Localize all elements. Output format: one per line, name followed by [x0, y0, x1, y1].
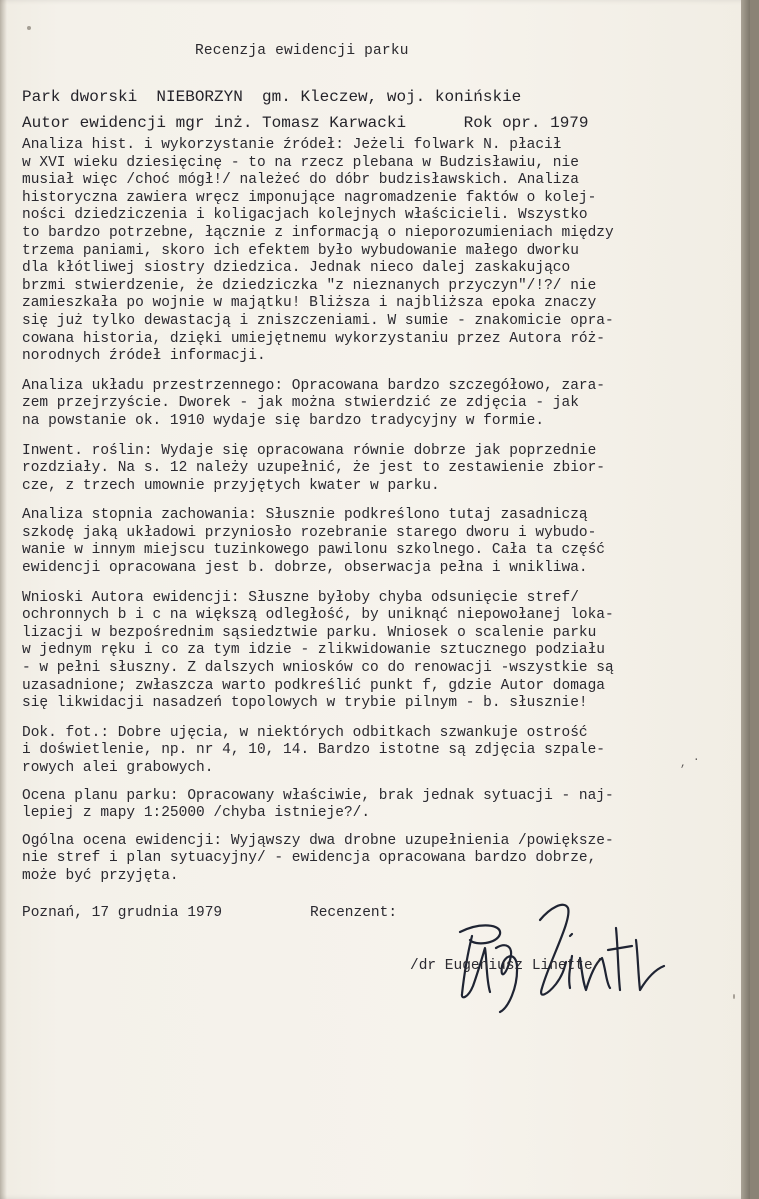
- text-line: na powstanie ok. 1910 wydaje się bardzo tradycyjny w formie.: [22, 412, 545, 429]
- text-line: Inwent. roślin: Wydaje się opracowana równie dobrze jak poprzednie: [22, 442, 597, 459]
- text-line: w jednym ręku i co za tym idzie - zlikwidowanie sztucznego podziału: [22, 642, 605, 659]
- paragraph-historical-analysis: [22, 137, 742, 366]
- text-line: Analiza układu przestrzennego: Opracowana bardzo szczegółowo, zara-: [22, 377, 605, 394]
- text-line: norodnych źródeł informacji.: [22, 348, 266, 365]
- text-line: lepiej z mapy 1:25000 /chyba istnieje?/.: [22, 805, 371, 822]
- text-line: zamieszkała po wojnie w majątku! Bliższa i najbliższa epoka znaczy: [22, 295, 597, 312]
- text-line: Dok. fot.: Dobre ujęcia, w niektórych odbitkach szwankuje ostrość: [22, 724, 588, 741]
- reviewer-label: Recenzent:: [310, 905, 398, 921]
- text-line: trzema paniami, skoro ich efektem było wybudowanie małego dworku: [22, 242, 579, 259]
- typing-dot-mark: .: [693, 752, 700, 764]
- text-line: ności dziedziczenia i koligacjach kolejnych właścicieli. Wszystko: [22, 207, 588, 224]
- text-line: musiał więc /choć mógł!/ należeć do dóbr budzisławskich. Analiza: [22, 172, 579, 189]
- text-line: zem przejrzyście. Dworek - jak można stwierdzić ze zdjęcia - jak: [22, 395, 579, 412]
- paragraph-spatial-analysis: [22, 378, 742, 431]
- text-line: wanie w innym miejscu tuzinkowego pawilonu szkolnego. Cała ta część: [22, 542, 605, 559]
- text-line: szkodę jaką układowi przyniosło rozebranie starego dworu i wybudo-: [22, 524, 597, 541]
- park-info-line: Park dworski NIEBORZYN gm. Kleczew, woj. konińskie: [22, 88, 522, 106]
- text-line: Wnioski Autora ewidencji: Słuszne byłoby chyba odsunięcie stref/: [22, 589, 579, 606]
- text-line: cowana historia, dzięki umiejętnemu wykorzystaniu przez Autora róż-: [22, 330, 605, 347]
- paper-speck: [27, 26, 31, 30]
- page-right-edge: [741, 0, 750, 1199]
- text-line: Analiza stopnia zachowania: Słusznie podkreślono tutaj zasadniczą: [22, 507, 588, 524]
- text-line: cze, z trzech umownie przyjętych kwater w parku.: [22, 477, 440, 494]
- text-line: uzasadnione; zwłaszcza warto podkreślić punkt f, gdzie Autor domaga: [22, 677, 605, 694]
- reviewer-name: /dr Eugeniusz Linette/: [410, 958, 602, 974]
- text-line: Ocena planu parku: Opracowany właściwie, brak jednak sytuacji - naj-: [22, 787, 614, 804]
- text-line: ochronnych b i c na większą odległość, by uniknąć niepowołanej loka-: [22, 607, 614, 624]
- text-line: Ogólna ocena ewidencji: Wyjąwszy dwa drobne uzupełnienia /powiększe-: [22, 832, 614, 849]
- text-line: ewidencji opracowana jest b. dobrze, obserwacja pełna i wnikliwa.: [22, 560, 588, 577]
- paragraph-plant-inventory: [22, 443, 742, 496]
- paragraph-overall-assessment: [22, 833, 742, 886]
- text-line: - w pełni słuszny. Z dalszych wniosków co do renowacji -wszystkie są: [22, 660, 614, 677]
- paragraph-preservation-state: [22, 507, 742, 577]
- text-line: i doświetlenie, np. nr 4, 10, 14. Bardzo istotne są zdjęcia szpale-: [22, 742, 605, 759]
- text-line: może być przyjęta.: [22, 867, 179, 884]
- signature-block: [22, 900, 742, 1000]
- text-line: dla kłótliwej siostry dziedzica. Jednak nieco dalej zaskakująco: [22, 260, 571, 277]
- paragraph-park-plan: [22, 788, 742, 823]
- text-line: rowych alei grabowych.: [22, 760, 214, 776]
- text-line: historyczna zawiera wręcz imponujące nagromadzenie faktów o kolej-: [22, 189, 597, 206]
- place-and-date: Poznań, 17 grudnia 1979: [22, 905, 223, 921]
- text-line: się już tylko dewastacją i zniszczeniami. W sumie - znakomicie opra-: [22, 312, 614, 329]
- text-line: Analiza hist. i wykorzystanie źródeł: Jeżeli folwark N. płacił: [22, 137, 562, 153]
- paragraph-photo-documentation: [22, 725, 742, 778]
- text-line: w XVI wieku dziesięcinę - to na rzecz plebana w Budzisławiu, nie: [22, 154, 579, 171]
- paragraph-author-conclusions: [22, 590, 742, 713]
- document-header: [22, 84, 737, 136]
- text-line: brzmi stwierdzenie, że dziedziczka "z nieznanych przyczyn"/!?/ nie: [22, 277, 597, 294]
- page-left-shadow: [0, 0, 7, 1199]
- text-line: to bardzo potrzebne, łącznie z informacją o nieporozumieniach między: [22, 224, 614, 241]
- review-body: [22, 137, 742, 898]
- document-title: Recenzja ewidencji parku: [195, 43, 409, 59]
- author-info-line: Autor ewidencji mgr inż. Tomasz Karwacki Rok opr. 1979: [22, 114, 589, 132]
- typing-dot-mark: ,: [680, 758, 687, 770]
- text-line: nie stref i plan sytuacyjny/ - ewidencja opracowana bardzo dobrze,: [22, 850, 597, 867]
- text-line: lizacji w bezpośrednim sąsiedztwie parku. Wniosek o scalenie parku: [22, 624, 597, 641]
- text-line: się likwidacji nasadzeń topolowych w trybie pilnym - b. słusznie!: [22, 695, 588, 712]
- text-line: rozdziały. Na s. 12 należy uzupełnić, że jest to zestawienie zbior-: [22, 460, 605, 477]
